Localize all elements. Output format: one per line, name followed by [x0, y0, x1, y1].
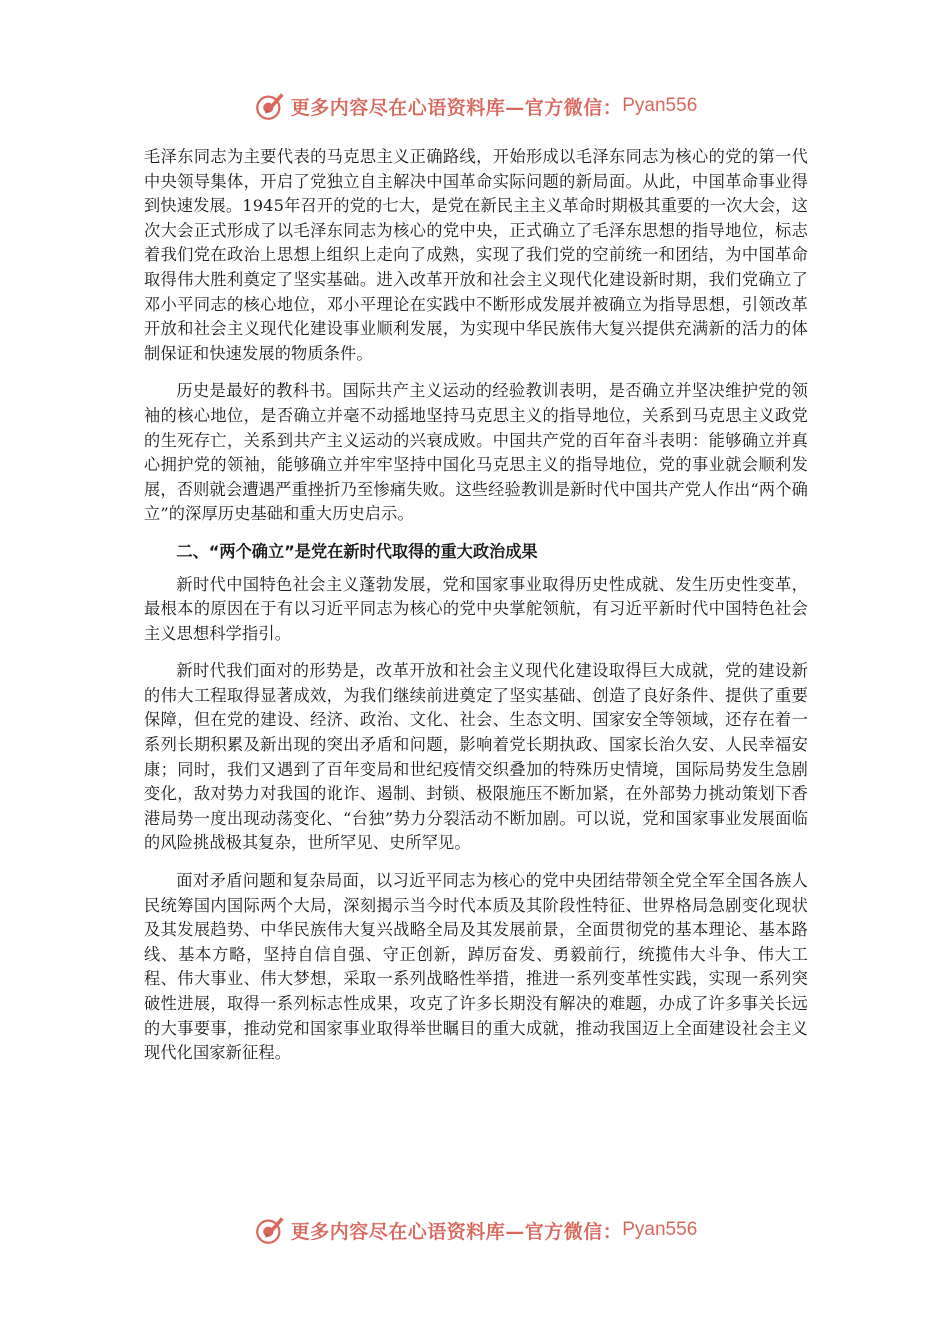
footer-banner	[0, 1210, 950, 1250]
header-brand-text: 更多内容尽在心语资料库—官方微信：	[290, 96, 623, 119]
pen-logo-icon	[253, 89, 287, 123]
footer-wechat-id: Pyan556	[622, 1219, 698, 1240]
paragraph-2: 历史是最好的教科书。国际共产主义运动的经验教训表明，是否确立并坚决维护党的领袖的核心地位，是否确立并毫不动摇地坚持马克思主义的指导地位，关系到马克思主义政党的生死存亡，关系到共产主义运动的兴衰成败。中国共产党的百年奋斗表明：能够确立并真心拥护党的领袖，能够确立并牢牢坚持中国化马克思主义的指导地位，党的事业就会顺利发展，否则就会遭遇严重挫折乃至惨痛失败。这些经验教训是新时代中国共产党人作出“两个确立”的深厚历史基础和重大历史启示。	[144, 381, 808, 524]
paragraph-1: 毛泽东同志为主要代表的马克思主义正确路线，开始形成以毛泽东同志为核心的党的第一代中央领导集体，开启了党独立自主解决中国革命实际问题的新局面。从此，中国革命事业得到快速发展。1945年召开的党的七大，是党在新民主主义革命时期极其重要的一次大会，这次大会正式形成了以毛泽东同志为核心的党中央，正式确立了毛泽东思想的指导地位，标志着我们党在政治上思想上组织上走向了成熟，实现了我们党的空前统一和团结，为中国革命取得伟大胜利奠定了坚实基础。进入改革开放和社会主义现代化建设新时期，我们党确立了邓小平同志的核心地位，邓小平理论在实践中不断形成发展并被确立为指导思想，引领改革开放和社会主义现代化建设事业顺利发展，为实现中华民族伟大复兴提供充满新的活力的体制保证和快速发展的物质条件。	[144, 147, 808, 363]
paragraph-5: 面对矛盾问题和复杂局面，以习近平同志为核心的党中央团结带领全党全军全国各族人民统筹国内国际两个大局，深刻揭示当今时代本质及其阶段性特征、世界格局急剧变化现状及其发展趋势、中华民族伟大复兴战略全局及其发展前景，全面贯彻党的基本理论、基本路线、基本方略，坚持自信自强、守正创新，踔厉奋发、勇毅前行，统揽伟大斗争、伟大工程、伟大事业、伟大梦想，采取一系列战略性举措，推进一系列变革性实践，实现一系列突破性进展，取得一系列标志性成果，攻克了许多长期没有解决的难题，办成了许多事关长远的大事要事，推动党和国家事业取得举世瞩目的重大成就，推动我国迈上全面建设社会主义现代化国家新征程。	[144, 871, 808, 1063]
footer-brand-text: 更多内容尽在心语资料库—官方微信：	[290, 1220, 623, 1243]
paragraph-4: 新时代我们面对的形势是，改革开放和社会主义现代化建设取得巨大成就，党的建设新的伟大工程取得显著成效，为我们继续前进奠定了坚实基础、创造了良好条件、提供了重要保障，但在党的建设、经济、政治、文化、社会、生态文明、国家安全等领域，还存在着一系列长期积累及新出现的突出矛盾和问题，影响着党长期执政、国家长治久安、人民幸福安康；同时，我们又遇到了百年变局和世纪疫情交织叠加的特殊历史情境，国际局势发生急剧变化，敌对势力对我国的讹诈、遏制、封锁、极限施压不断加紧，在外部势力挑动策划下香港局势一度出现动荡变化、“台独”势力分裂活动不断加剧。可以说，党和国家事业发展面临的风险挑战极其复杂，世所罕见、史所罕见。	[144, 661, 808, 853]
document-body	[144, 145, 808, 1079]
pen-logo-icon	[253, 1213, 287, 1247]
header-banner	[0, 86, 950, 126]
header-wechat-id: Pyan556	[622, 95, 698, 116]
section-heading: 二、“两个确立”是党在新时代取得的重大政治成果	[176, 541, 538, 561]
paragraph-3: 新时代中国特色社会主义蓬勃发展，党和国家事业取得历史性成就、发生历史性变革，最根本的原因在于有以习近平同志为核心的党中央掌舵领航，有习近平新时代中国特色社会主义思想科学指引。	[144, 574, 808, 643]
